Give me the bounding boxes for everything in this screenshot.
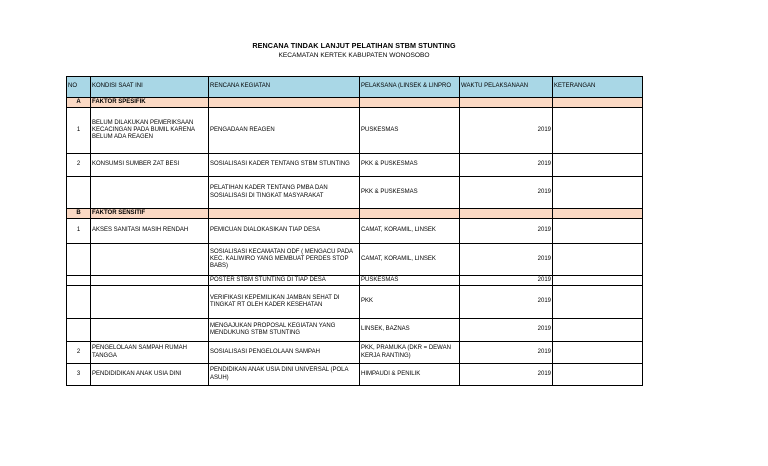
cell-no[interactable]: 1 [67, 219, 91, 244]
cell-pelaksana[interactable]: LINSEK, BAZNAS [360, 319, 460, 342]
cell-kondisi[interactable] [91, 286, 209, 319]
empty-cell[interactable] [360, 209, 460, 219]
table-row [67, 342, 643, 364]
cell-kondisi[interactable]: AKSES SANITASI MASIH RENDAH [91, 219, 209, 244]
cell-kondisi[interactable]: PENDIDIDIKAN ANAK USIA DINI [91, 364, 209, 386]
cell-waktu[interactable]: 2019 [460, 342, 553, 364]
cell-keterangan[interactable] [553, 364, 643, 386]
cell-keterangan[interactable] [553, 342, 643, 364]
cell-rencana[interactable]: PEMICUAN DIALOKASIKAN TIAP DESA [209, 219, 360, 244]
empty-cell[interactable] [209, 209, 360, 219]
section-label[interactable]: FAKTOR SPESIFIK [91, 98, 209, 108]
document-title: RENCANA TINDAK LANJUT PELATIHAN STBM STUNTING [252, 41, 456, 50]
header-rencana[interactable]: RENCANA KEGIATAN [209, 77, 360, 98]
cell-keterangan[interactable] [553, 219, 643, 244]
cell-no[interactable] [67, 177, 91, 209]
table-row [67, 364, 643, 386]
table-row [67, 286, 643, 319]
empty-cell[interactable] [460, 98, 553, 108]
cell-rencana[interactable]: PENGADAAN REAGEN [209, 108, 360, 154]
cell-pelaksana[interactable]: PUSKESMAS [360, 108, 460, 154]
cell-keterangan[interactable] [553, 276, 643, 286]
section-row-sensitif [67, 209, 643, 219]
cell-waktu[interactable]: 2019 [460, 276, 553, 286]
cell-keterangan[interactable] [553, 286, 643, 319]
header-waktu[interactable]: WAKTU PELAKSANAAN [460, 77, 553, 98]
empty-cell[interactable] [553, 209, 643, 219]
cell-kondisi[interactable] [91, 244, 209, 276]
cell-rencana[interactable]: SOSIALISASI PENGELOLAAN SAMPAH [209, 342, 360, 364]
cell-pelaksana[interactable]: PKK & PUSKESMAS [360, 154, 460, 177]
cell-pelaksana[interactable]: HIMPAUDI & PENILIK [360, 364, 460, 386]
cell-no[interactable]: 2 [67, 342, 91, 364]
section-code[interactable]: A [67, 98, 91, 108]
empty-cell[interactable] [460, 209, 553, 219]
empty-cell[interactable] [553, 98, 643, 108]
cell-waktu[interactable]: 2019 [460, 364, 553, 386]
cell-rencana[interactable]: VERIFIKASI KEPEMILIKAN JAMBAN SEHAT DI TINGKAT RT OLEH KADER KESEHATAN [209, 286, 360, 319]
header-keterangan[interactable]: KETERANGAN [553, 77, 643, 98]
header-pelaksana[interactable]: PELAKSANA (LINSEK & LINPRO [360, 77, 460, 98]
cell-rencana[interactable]: POSTER STBM STUNTING DI TIAP DESA [209, 276, 360, 286]
cell-pelaksana[interactable]: PKK & PUSKESMAS [360, 177, 460, 209]
table-row [67, 244, 643, 276]
cell-rencana[interactable]: PENDIDIKAN ANAK USIA DINI UNIVERSAL (POLA ASUH) [209, 364, 360, 386]
empty-cell[interactable] [209, 98, 360, 108]
cell-pelaksana[interactable]: CAMAT, KORAMIL, LINSEK [360, 244, 460, 276]
header-kondisi[interactable]: KONDISI SAAT INI [91, 77, 209, 98]
cell-keterangan[interactable] [553, 108, 643, 154]
cell-waktu[interactable]: 2019 [460, 286, 553, 319]
cell-no[interactable]: 3 [67, 364, 91, 386]
cell-waktu[interactable]: 2019 [460, 319, 553, 342]
action-plan-table [66, 76, 643, 386]
cell-kondisi[interactable] [91, 319, 209, 342]
cell-waktu[interactable]: 2019 [460, 108, 553, 154]
cell-pelaksana[interactable]: CAMAT, KORAMIL, LINSEK [360, 219, 460, 244]
cell-keterangan[interactable] [553, 154, 643, 177]
cell-waktu[interactable]: 2019 [460, 219, 553, 244]
cell-no[interactable] [67, 319, 91, 342]
cell-rencana[interactable]: SOSIALISASI KECAMATAN ODF ( MENGACU PADA KEC. KALIWIRO YANG MEMBUAT PERDES STOP BABS) [209, 244, 360, 276]
table-row [67, 108, 643, 154]
cell-rencana[interactable]: PELATIHAN KADER TENTANG PMBA DAN SOSIALISASI DI TINGKAT MASYARAKAT [209, 177, 360, 209]
table-row [67, 177, 643, 209]
cell-waktu[interactable]: 2019 [460, 244, 553, 276]
cell-keterangan[interactable] [553, 319, 643, 342]
cell-rencana[interactable]: SOSIALISASI KADER TENTANG STBM STUNTING [209, 154, 360, 177]
empty-cell[interactable] [360, 98, 460, 108]
table-row [67, 154, 643, 177]
cell-no[interactable] [67, 286, 91, 319]
cell-kondisi[interactable]: BELUM DILAKUKAN PEMERIKSAAN KECACINGAN PADA BUMIL KARENA BELUM ADA REAGEN [91, 108, 209, 154]
section-label[interactable]: FAKTOR SENSITIF [91, 209, 209, 219]
cell-no[interactable]: 2 [67, 154, 91, 177]
cell-pelaksana[interactable]: PUSKESMAS [360, 276, 460, 286]
cell-keterangan[interactable] [553, 177, 643, 209]
section-code[interactable]: B [67, 209, 91, 219]
document-subtitle: KECAMATAN KERTEK KABUPATEN WONOSOBO [278, 52, 430, 59]
cell-kondisi[interactable]: KONSUMSI SUMBER ZAT BESI [91, 154, 209, 177]
cell-waktu[interactable]: 2019 [460, 154, 553, 177]
cell-no[interactable] [67, 244, 91, 276]
table-header-row [67, 77, 643, 98]
cell-pelaksana[interactable]: PKK, PRAMUKA (DKR = DEWAN KERJA RANTING) [360, 342, 460, 364]
cell-keterangan[interactable] [553, 244, 643, 276]
header-no[interactable]: NO [67, 77, 91, 98]
cell-rencana[interactable]: MENGAJUKAN PROPOSAL KEGIATAN YANG MENDUKUNG STBM STUNTING [209, 319, 360, 342]
cell-kondisi[interactable] [91, 177, 209, 209]
table-row [67, 219, 643, 244]
section-row-spesifik [67, 98, 643, 108]
table-row [67, 276, 643, 286]
cell-no[interactable]: 1 [67, 108, 91, 154]
table-row [67, 319, 643, 342]
cell-kondisi[interactable]: PENGELOLAAN SAMPAH RUMAH TANGGA [91, 342, 209, 364]
cell-pelaksana[interactable]: PKK [360, 286, 460, 319]
cell-waktu[interactable]: 2019 [460, 177, 553, 209]
cell-no[interactable] [67, 276, 91, 286]
cell-kondisi[interactable] [91, 276, 209, 286]
